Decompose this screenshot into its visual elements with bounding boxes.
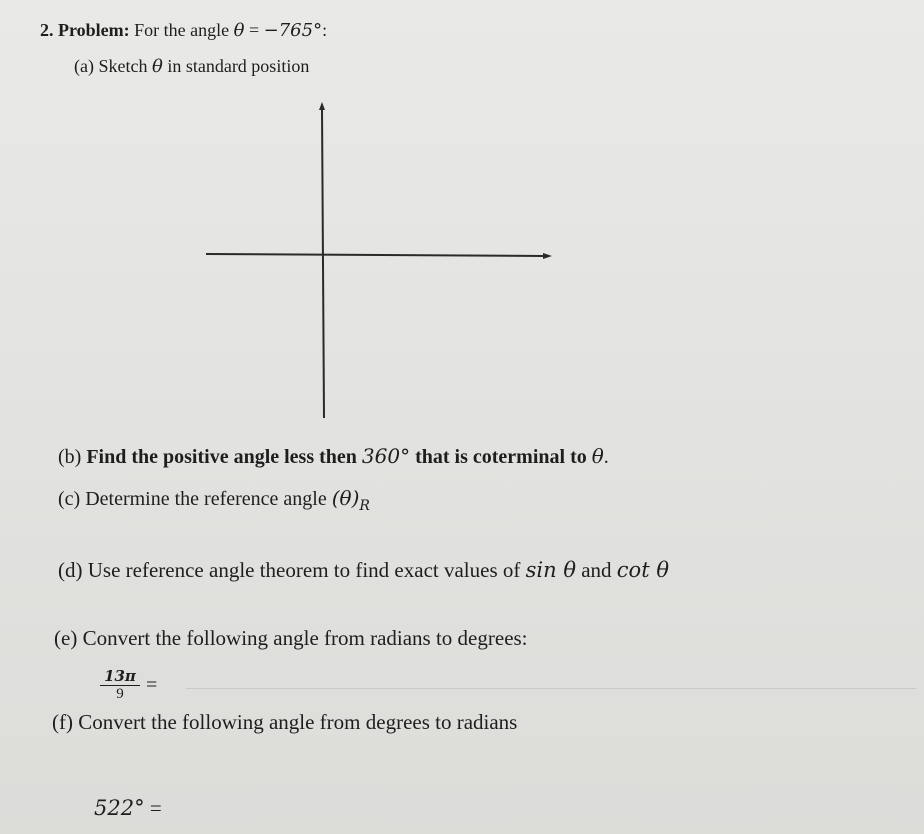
part-b-label: (b) (58, 446, 82, 468)
part-b (58, 444, 609, 469)
part-a-theta: θ (151, 56, 163, 77)
part-d-and: and (581, 558, 612, 582)
fraction-13pi-over-9 (100, 668, 140, 703)
part-f (52, 710, 517, 735)
part-b-theta: θ (591, 444, 604, 468)
part-e (54, 626, 528, 651)
problem-label: Problem: (58, 20, 130, 40)
part-f-label: (f) (52, 710, 73, 734)
part-c-subscript: R (359, 498, 370, 514)
part-b-text2: that is coterminal to (415, 446, 587, 468)
y-axis (322, 108, 324, 418)
fraction-denominator: 9 (116, 686, 124, 702)
part-d (58, 558, 669, 583)
part-f-equals: = (149, 796, 162, 820)
part-f-text: Convert the following angle from degrees to radians (78, 710, 518, 734)
problem-header (40, 20, 327, 41)
part-c-label: (c) (58, 488, 81, 510)
part-d-sin: sin θ (525, 558, 576, 582)
part-a (74, 56, 309, 77)
part-b-text: Find the positive angle less then (86, 446, 357, 468)
coordinate-axes (200, 98, 560, 428)
x-axis-arrow (543, 253, 552, 259)
part-b-end: . (603, 446, 609, 468)
theta-symbol: θ (233, 20, 245, 41)
part-a-label: (a) (74, 56, 94, 76)
problem-text: For the angle (134, 20, 230, 40)
problem-number: 2. (40, 20, 54, 40)
part-d-cot: cot θ (616, 558, 669, 582)
part-f-value: 522° (94, 796, 145, 820)
part-e-label: (e) (54, 626, 78, 650)
part-a-text: Sketch (98, 56, 148, 76)
colon: : (322, 20, 328, 40)
part-d-text: Use reference angle theorem to find exact values of (87, 558, 521, 582)
equals-sign: = (248, 20, 260, 40)
fraction-numerator: 13π (100, 668, 140, 686)
part-c-text: Determine the reference angle (85, 488, 327, 510)
part-b-value: 360° (361, 444, 411, 468)
part-e-equals: = (146, 674, 158, 696)
part-e-answer-line (186, 688, 916, 689)
part-a-text2: in standard position (167, 56, 310, 76)
part-d-label: (d) (58, 558, 83, 582)
part-c-symbol: (θ) (331, 486, 360, 510)
part-c (58, 486, 370, 514)
part-f-expression (94, 796, 162, 821)
x-axis (206, 254, 544, 256)
part-e-text: Convert the following angle from radians to degrees: (82, 626, 528, 650)
angle-value: −765° (263, 20, 323, 41)
y-axis-arrow (319, 102, 325, 110)
